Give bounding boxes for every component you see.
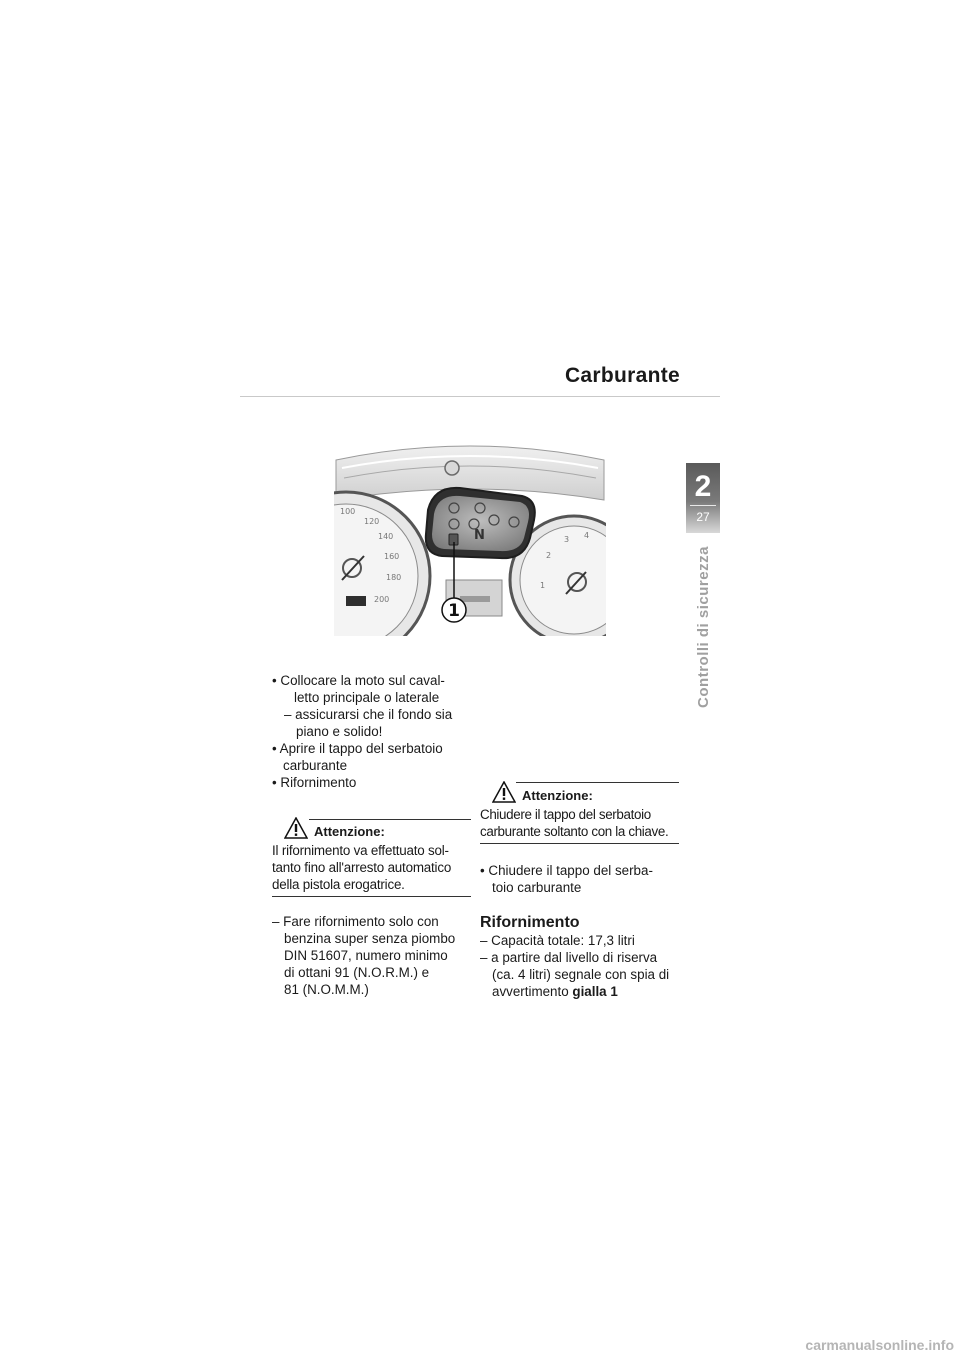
svg-text:4: 4 bbox=[584, 531, 590, 540]
svg-text:N: N bbox=[474, 528, 485, 543]
page-title: Carburante bbox=[564, 364, 680, 387]
warning-box-cap bbox=[480, 777, 685, 840]
svg-text:160: 160 bbox=[384, 552, 400, 561]
warning-icon bbox=[492, 781, 516, 803]
list-item bbox=[272, 740, 472, 774]
list-item bbox=[272, 774, 472, 791]
spec-line: – Fare rifornimento solo con bbox=[272, 914, 439, 929]
warning-line: Chiudere il tappo del serbatoio bbox=[480, 807, 651, 822]
title-divider bbox=[240, 396, 720, 397]
reserve-line: – a partire dal livello di riserva bbox=[480, 950, 658, 965]
warning-text bbox=[480, 806, 685, 840]
svg-text:140: 140 bbox=[378, 532, 394, 541]
list-subitem bbox=[284, 706, 472, 740]
figure-callout-1: 1 bbox=[448, 601, 460, 621]
warning-line: tanto fino all'arresto automatico bbox=[272, 860, 452, 875]
spec-line: di ottani 91 (N.O.R.M.) e bbox=[284, 965, 430, 980]
spec-line: 81 (N.O.M.M.) bbox=[284, 982, 369, 997]
warning-line: della pistola erogatrice. bbox=[272, 877, 405, 892]
list-item-text: • Aprire il tappo del serbatoio bbox=[272, 741, 443, 756]
warning-title: Attenzione: bbox=[522, 788, 593, 803]
spec-line: DIN 51607, numero minimo bbox=[284, 948, 448, 963]
warning-icon bbox=[284, 817, 308, 839]
svg-text:120: 120 bbox=[364, 517, 380, 526]
warning-line: carburante soltanto con la chiave. bbox=[480, 824, 669, 839]
list-item bbox=[272, 672, 472, 706]
svg-text:2: 2 bbox=[546, 551, 552, 560]
section-side-label: Controlli di sicurezza bbox=[695, 546, 712, 708]
warning-bottom-rule bbox=[480, 843, 679, 844]
refuel-section bbox=[480, 914, 685, 1000]
svg-text:100: 100 bbox=[340, 507, 356, 516]
warning-line: Il rifornimento va effettuato sol- bbox=[272, 843, 449, 858]
svg-text:3: 3 bbox=[564, 535, 570, 544]
section-heading: Rifornimento bbox=[480, 914, 580, 931]
list-item-text: piano e solido! bbox=[296, 724, 383, 739]
preparation-list bbox=[272, 672, 472, 791]
list-item-text: letto principale o laterale bbox=[294, 690, 440, 705]
list-item-text: • Collocare la moto sul caval- bbox=[272, 673, 445, 688]
fuel-specification bbox=[272, 913, 472, 998]
list-item-text: toio carburante bbox=[492, 880, 582, 895]
key-button-icon bbox=[445, 461, 459, 475]
reserve-bold-text: gialla 1 bbox=[572, 984, 618, 999]
svg-text:1: 1 bbox=[540, 581, 546, 590]
list-item-text: carburante bbox=[283, 758, 348, 773]
reserve-line bbox=[480, 983, 685, 1000]
capacity-line: – Capacità totale: 17,3 litri bbox=[480, 933, 635, 948]
svg-text:180: 180 bbox=[386, 573, 402, 582]
chapter-number: 2 bbox=[694, 470, 712, 503]
watermark: carmanualsonline.info bbox=[805, 1337, 954, 1353]
spec-line: benzina super senza piombo bbox=[284, 931, 456, 946]
instrument-cluster-figure bbox=[334, 438, 606, 636]
warning-bottom-rule bbox=[272, 896, 471, 897]
warning-text bbox=[272, 842, 472, 893]
list-item-text: – assicurarsi che il fondo sia bbox=[284, 707, 453, 722]
svg-text:200: 200 bbox=[374, 595, 390, 604]
warning-box-refuel bbox=[272, 813, 472, 893]
page-number: 27 bbox=[696, 510, 710, 524]
list-item-text: • Chiudere il tappo del serba- bbox=[480, 863, 653, 878]
close-cap-item bbox=[480, 862, 685, 896]
list-item-text: • Rifornimento bbox=[272, 775, 357, 790]
reserve-text: avvertimento bbox=[492, 984, 573, 999]
reserve-line: (ca. 4 litri) segnale con spia di bbox=[492, 967, 670, 982]
warning-title: Attenzione: bbox=[314, 824, 385, 839]
